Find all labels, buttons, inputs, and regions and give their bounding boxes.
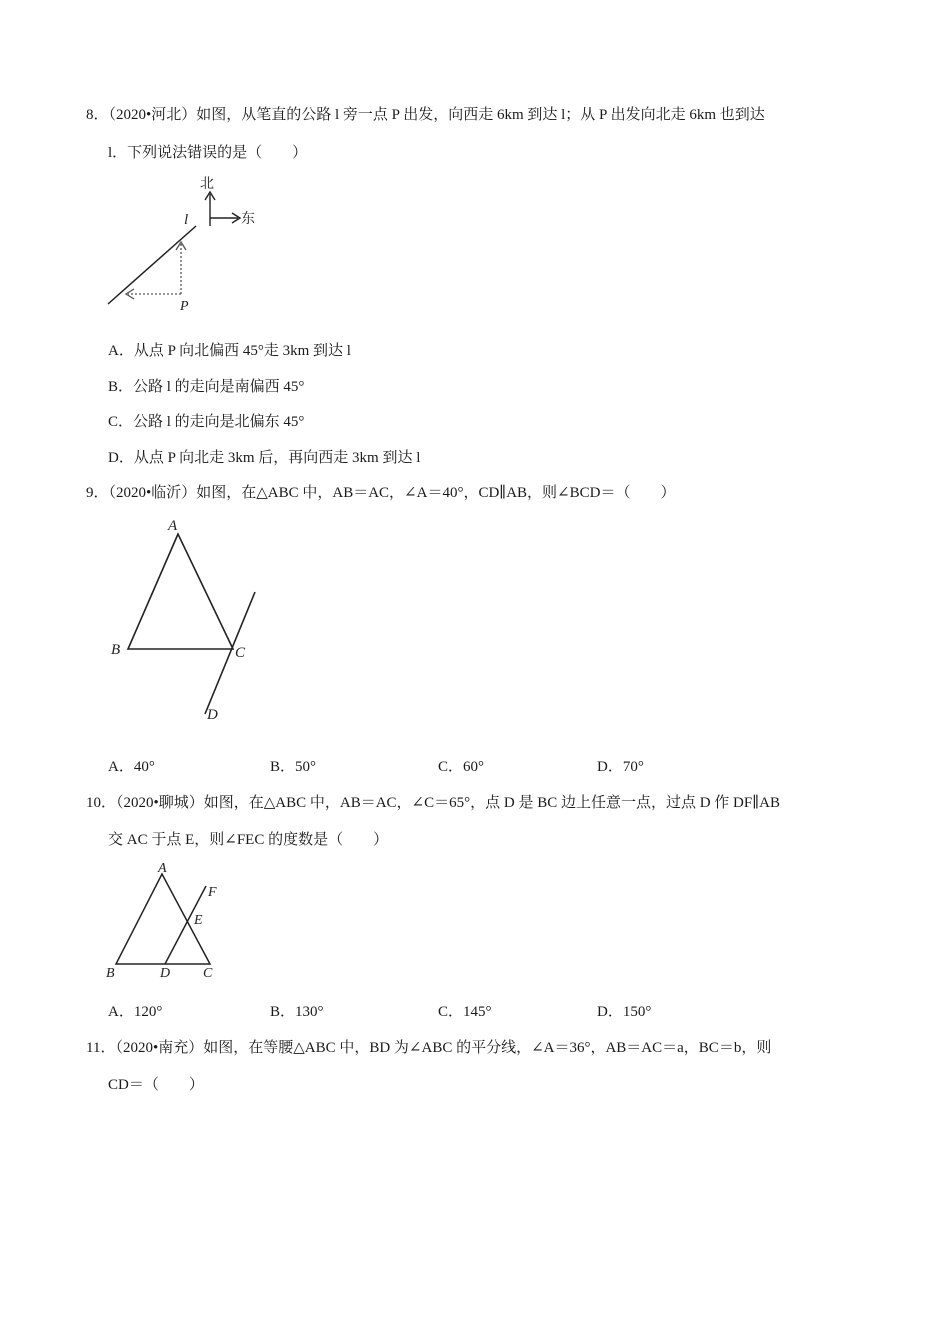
q9-figure — [105, 512, 270, 727]
q10-stem-line1: 10．（2020•聊城）如图，在△ABC 中，AB＝AC，∠C＝65°，点 D 是 BC 边上任意一点，过点 D 作 DF∥AB — [86, 795, 780, 811]
q8-option-a: A．从点 P 向北偏西 45°走 3km 到达 l — [108, 343, 351, 359]
label-f: F — [208, 885, 217, 900]
label-a: A — [168, 518, 178, 534]
q9-option-b: B．50° — [270, 759, 317, 775]
label-a: A — [158, 861, 167, 876]
q11-stem-line2: CD＝（ ） — [108, 1077, 204, 1093]
q9-option-d: D．70° — [597, 759, 644, 775]
q10-option-a: A．120° — [108, 1004, 163, 1020]
label-b: B — [111, 642, 121, 658]
q8-stem-line1: 8．（2020•河北）如图，从笔直的公路 l 旁一点 P 出发，向西走 6km 到达 l；从 P 出发向北走 6km 也到达 — [86, 107, 765, 123]
q8-stem-line2: l．下列说法错误的是（ ） — [108, 145, 308, 161]
triangle-abc — [128, 534, 233, 649]
label-b: B — [106, 966, 115, 981]
label-d: D — [207, 707, 218, 723]
label-p: P — [180, 299, 189, 313]
label-d: D — [160, 966, 171, 981]
label-e: E — [194, 913, 203, 928]
q8-option-b: B．公路 l 的走向是南偏西 45° — [108, 379, 305, 395]
road-l — [108, 226, 196, 304]
label-l: l — [184, 212, 189, 228]
label-c: C — [203, 966, 213, 981]
q10-stem-line2: 交 AC 于点 E，则∠FEC 的度数是（ ） — [108, 832, 389, 848]
q10-option-c: C．145° — [438, 1004, 492, 1020]
label-c: C — [235, 645, 246, 661]
q9-option-a: A．40° — [108, 759, 155, 775]
q8-option-c: C．公路 l 的走向是北偏东 45° — [108, 414, 305, 430]
q9-stem: 9．（2020•临沂）如图，在△ABC 中，AB＝AC，∠A＝40°，CD∥AB，则∠BCD＝（ ） — [86, 485, 676, 501]
q10-option-d: D．150° — [597, 1004, 652, 1020]
q10-figure — [102, 858, 232, 983]
east-label: 东 — [241, 211, 255, 227]
q10-option-b: B．130° — [270, 1004, 324, 1020]
q8-option-d: D．从点 P 向北走 3km 后，再向西走 3km 到达 l — [108, 450, 421, 466]
line-cd — [205, 592, 255, 714]
north-label: 北 — [200, 176, 214, 192]
q8-figure — [100, 168, 270, 313]
q9-option-c: C．60° — [438, 759, 485, 775]
q11-stem-line1: 11．（2020•南充）如图，在等腰△ABC 中，BD 为∠ABC 的平分线，∠A＝36°，AB＝AC＝a，BC＝b，则 — [86, 1040, 772, 1056]
